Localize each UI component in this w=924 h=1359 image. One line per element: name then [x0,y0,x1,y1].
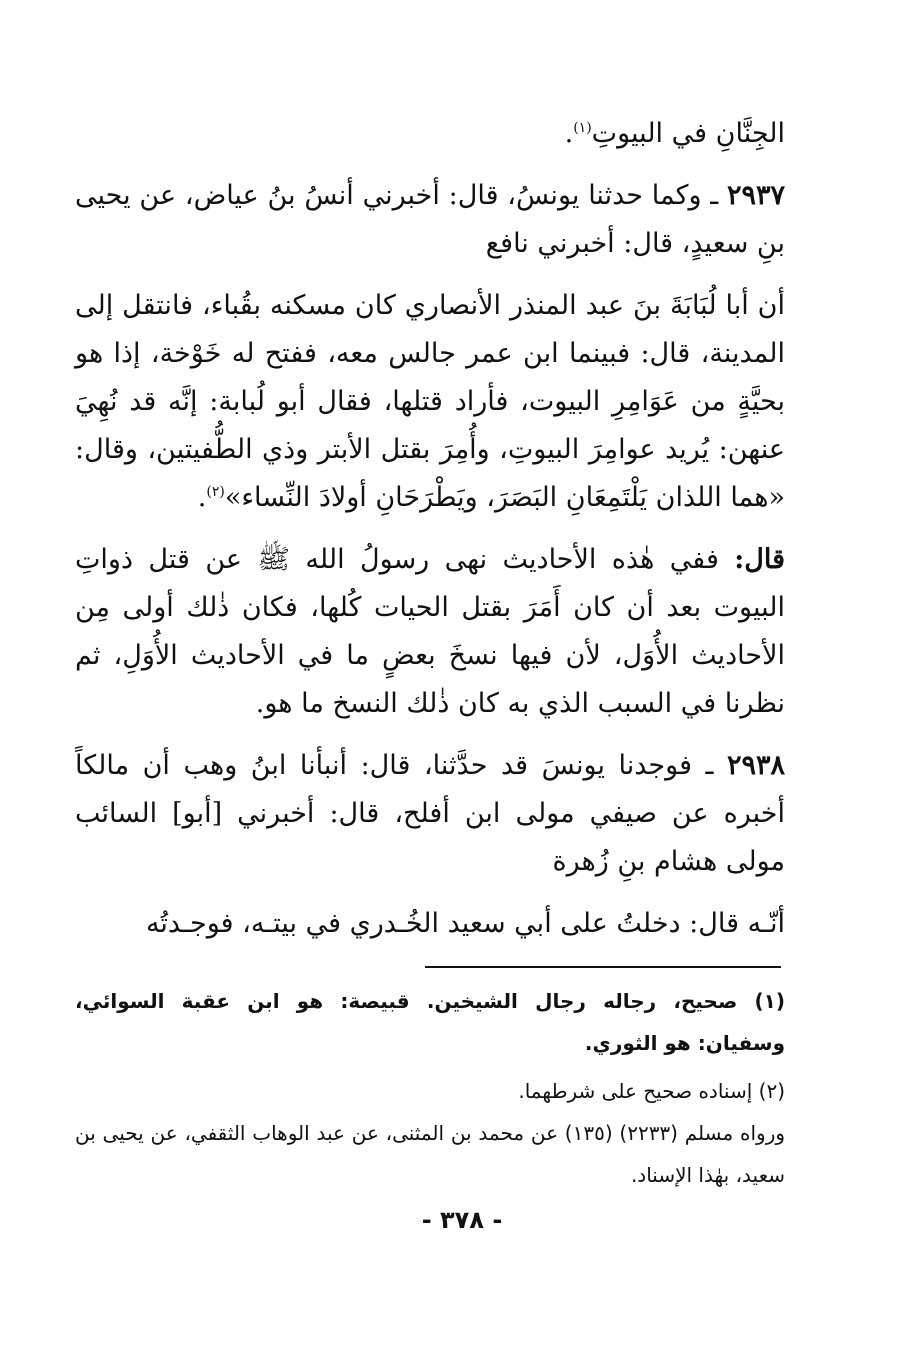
commentary-paragraph [75,536,785,728]
commentary-lead: قال: [734,544,785,575]
footnote-ref-2[interactable]: (٢) [206,484,225,500]
footnote-2: (٢) إسناده صحيح على شرطهما. [518,1079,785,1103]
paragraph-3-end: . [197,482,207,513]
hadith-2938-matn [75,900,785,948]
paragraph-1-end: . [564,118,574,149]
footnote-divider [425,966,781,968]
hadith-2938-matn-text: أنّـه قال: دخلتُ على أبي سعيد الخُـدري في بيتـه، فوجـدتُه [145,908,785,939]
footnote-2-continuation: ورواه مسلم (٢٢٣٣) (١٣٥) عن محمد بن المثنى، عن عبد الوهاب الثقفي، عن يحيى بن سعيد، بهٰذا الإسناد. [75,1121,786,1187]
paragraph-1 [75,110,785,158]
hadith-number-2938: ٢٩٣٨ [726,750,785,781]
paragraph-1-text: الجِنَّانِ في البيوتِ [591,118,785,149]
hadith-2938-isnad [75,742,785,886]
page-number: - ٣٧٨ - [421,1206,503,1234]
footnotes [75,980,785,1196]
hadith-2937-matn-text: أن أبا لُبَابَةَ بنَ عبد المنذر الأنصاري كان مسكنه بقُباء، فانتقل إلى المدينة، قال: فبينما ابن عمر جالس معه، ففتح له خَوْخة، إذا هو بحيَّةٍ من عَوَامِرِ البيوت، فأراد قتلها، فقال أبو لُبابة: إنَّه قد نُهِيَ عنهن: يُريد عوامِرَ البيوتِ، وأُمِرَ بقتل الأبتر وذي الطُّفيتين، وقال: «هما اللذان يَلْتَمِعَانِ البَصَرَ، ويَطْرَحَانِ أولادَ النِّساء» [75,290,785,513]
hadith-2937-isnad-text: ـ وكما حدثنا يونسُ، قال: أخبرني أنسُ بنُ عياض، عن يحيى بنِ سعيدٍ، قال: أخبرني نافع [75,180,785,259]
footnote-1: (١) صحيح، رجاله رجال الشيخين. قبيصة: هو ابن عقبة السوائي، وسفيان: هو الثوري. [75,989,785,1055]
hadith-2937-matn [75,282,785,522]
hadith-2938-isnad-text: ـ فوجدنا يونسَ قد حدَّثنا، قال: أنبأنا ابنُ وهب أن مالكاً أخبره عن صيفي مولى ابن أفلح، قال: أخبرني [أبو] السائب مولى هشام بنِ زُهرة [75,750,785,877]
main-text [75,110,785,962]
hadith-number-2937: ٢٩٣٧ [726,180,785,211]
hadith-2937-isnad [75,172,785,268]
commentary-text: ففي هٰذه الأحاديث نهى رسولُ الله ﷺ عن قتل ذواتِ البيوت بعد أن كان أَمَرَ بقتل الحيات كُلها، فكان ذٰلك أولى مِن الأحاديث الأُوَل، لأن فيها نسخَ بعضٍ ما في الأحاديث الأُوَلِ، ثم نظرنا في السبب الذي به كان ذٰلك النسخ ما هو. [75,544,785,719]
footnote-ref-1[interactable]: (١) [573,120,592,136]
